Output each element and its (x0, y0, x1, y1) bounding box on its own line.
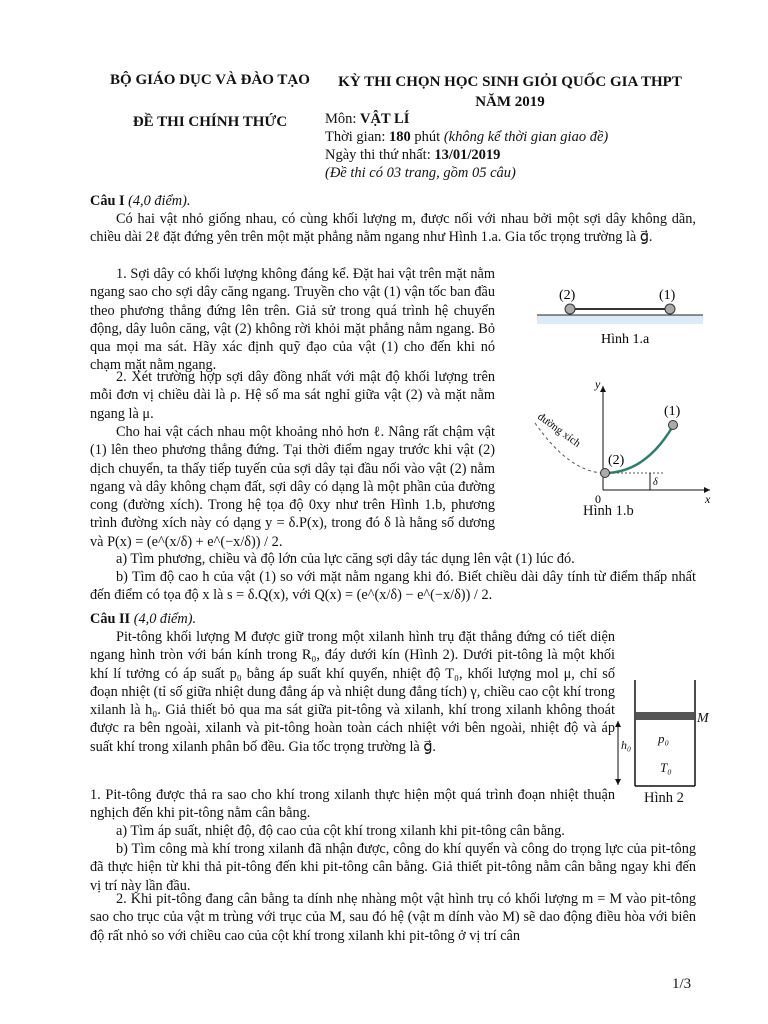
height-label: h₀ (621, 738, 632, 752)
label-body-1: (1) (664, 404, 681, 419)
figure-1a-caption: Hình 1.a (601, 332, 650, 347)
q1-part2-setup: Cho hai vật cách nhau một khoảng nhỏ hơn ℓ. Nâng rất chậm vật (1) lên theo phương thẳng đứng. Tại thời điểm ngay trước khi vật (2) dịch chuyển, ta thấy tiếp tuyến của sợi dây tại đầu nối vào vật (2) nằm ngang và dây không chạm đất, sợi dây có dạng là một phần của đường cong (đường xích). Trong hệ tọa độ 0xy như trên Hình 1.b, phương trình đường xích này có dạng y = δ.P(x), trong đó δ là hằng số dương và P(x) = (e^(x/δ) + e^(−x/δ)) / 2. (90, 424, 495, 550)
time-line (325, 128, 608, 146)
piston (636, 712, 694, 720)
exam-title-line2: NĂM 2019 (475, 94, 545, 110)
q1-heading (90, 192, 190, 210)
subject-label: Môn: (325, 111, 361, 127)
date-value: 13/01/2019 (434, 147, 501, 163)
body-1 (669, 421, 678, 430)
label-body-2: (2) (559, 288, 576, 303)
page-number: 1/3 (672, 976, 692, 992)
delta-label: δ (653, 477, 658, 488)
official-label: ĐỀ THI CHÍNH THỨC (132, 114, 288, 130)
q2-points: (4,0 điểm). (130, 611, 197, 627)
time-note: (không kể thời gian giao đề) (443, 129, 609, 145)
time-unit: phút (410, 129, 444, 145)
q2-intro-start: Pit-tông khối lượng M được giữ trong một xilanh hình trụ đặt thẳng đứng có tiết diện ngang hình tròn với bán kính trong R₀, đáy dưới kín (Hình 2). Dưới pit-tông là một khối khí lí tưởng có áp suất p₀ bằng áp suất khí quyển, nhiệt độ T₀, khối lượng mol μ, chỉ số đoạn nhiệt (tỉ số giữa nhiệt dung đẳng áp và nhiệt dung đẳng tích) γ, chiều cao cột khí trong xilanh là h₀. Giả thiết bỏ qua ma sát giữa pit-tông và xilanh, khí trong xilanh không thoát được ra bên ngoài, xilanh và pit-tông hoàn toàn cách nhiệt với bên ngoài, nhiệt độ và áp suất khí trong xilanh phân bố đều. Gia tốc trọng trường là g⃗. (90, 629, 615, 755)
arrow-up-icon (615, 721, 621, 727)
ministry-name: BỘ GIÁO DỤC VÀ ĐÀO TẠO (110, 72, 310, 88)
figure-1a (535, 282, 705, 352)
origin-label: 0 (595, 492, 601, 506)
date-line (325, 146, 608, 164)
q2-part1a: a) Tìm áp suất, nhiệt độ, độ cao của cột khí trong xilanh khi pit-tông cân bằng. (116, 823, 565, 839)
label-body-2: (2) (608, 453, 625, 468)
piston-mass-label: M (697, 711, 709, 726)
q2-part1: 1. Pit-tông được thả ra sao cho khí trong xilanh thực hiện một quá trình đoạn nhiệt thuận nghịch đến khi pit-tông nằm cân bằng. (90, 787, 615, 822)
exam-meta (325, 110, 608, 182)
q2-heading (90, 610, 196, 628)
q2-title: Câu II (90, 611, 131, 627)
subject-line (325, 110, 608, 128)
y-arrow-icon (600, 386, 606, 392)
q1-points: (4,0 điểm). (124, 193, 191, 209)
q2-part2: 2. Khi pit-tông đang cân bằng ta dính nhẹ nhàng một vật hình trụ có khối lượng m = M vào pit-tông sao cho trục của vật m trùng với trục của M, sau đó hệ (vật m dính vào M) sẽ dao động điều hòa với biên độ rất nhỏ so với chiều cao của cột khí trong xilanh khi pit-tông ở vị trí cân (90, 891, 696, 944)
body-1 (665, 304, 675, 314)
q2-part1b: b) Tìm công mà khí trong xilanh đã nhận được, công do khí quyển và công do trọng lực của pit-tông đã thực hiện từ khi thả pit-tông đến khi pit-tông cân bằng. Giả thiết pit-tông nằm cân bằng ngay khi đến vị trí này lần đầu. (90, 841, 696, 894)
time-label: Thời gian: (325, 129, 390, 145)
date-label: Ngày thi thứ nhất: (325, 147, 435, 163)
body-2 (601, 469, 610, 478)
pressure-label: p₀ (658, 731, 670, 746)
body-2 (565, 304, 575, 314)
q1-part2: 2. Xét trường hợp sợi dây đồng nhất với mật độ khối lượng trên mỗi đơn vị chiều dài là ρ. Hệ số ma sát nghỉ giữa vật (2) và mặt nằm ngang là μ. (90, 369, 495, 422)
exam-title-line1: KỲ THI CHỌN HỌC SINH GIỎI QUỐC GIA THPT (338, 74, 682, 90)
exam-title (330, 72, 690, 112)
q1-title: Câu I (90, 193, 125, 209)
arrow-down-icon (615, 779, 621, 785)
q1-intro: Có hai vật nhỏ giống nhau, có cùng khối lượng m, được nối với nhau bởi một sợi dây không dãn, chiều dài 2ℓ đặt đứng yên trên một mặt phẳng nằm ngang như Hình 1.a. Gia tốc trọng trường là g⃗. (90, 211, 696, 246)
catenary-label: đường xích (535, 410, 583, 450)
temperature-label: T₀ (660, 760, 672, 775)
q1-part2b: b) Tìm độ cao h của vật (1) so với mặt nằm ngang khi đó. Biết chiều dài dây tính từ điểm thấp nhất đến điểm có tọa độ x là s = δ.Q(x), với Q(x) = (e^(x/δ) − e^(−x/δ)) / 2. (90, 569, 696, 604)
time-value: 180 (389, 129, 411, 145)
ground-surface (537, 315, 703, 324)
figure-2-caption: Hình 2 (644, 790, 684, 806)
q1-part2a: a) Tìm phương, chiều và độ lớn của lực căng sợi dây tác dụng lên vật (1) lúc đó. (116, 551, 575, 567)
x-axis-label: x (705, 492, 711, 506)
subject-value: VẬT LÍ (360, 111, 410, 127)
pages-note: (Đề thi có 03 trang, gồm 05 câu) (325, 165, 516, 181)
y-axis-label: y (595, 378, 601, 391)
label-body-1: (1) (659, 288, 676, 303)
figure-1b-caption: Hình 1.b (583, 503, 634, 519)
q1-part1: 1. Sợi dây có khối lượng không đáng kể. Đặt hai vật trên mặt nằm ngang sao cho sợi dây căng ngang. Truyền cho vật (1) vận tốc ban đầu theo phương thẳng đứng lên trên. Giả sử trong quá trình hệ chuyển động, dây luôn căng, vật (2) không rời khỏi mặt phẳng nằm ngang. Bỏ qua mọi ma sát. Hãy xác định quỹ đạo của vật (1) cho đến khi nó chạm mặt nằm ngang. (90, 266, 495, 374)
